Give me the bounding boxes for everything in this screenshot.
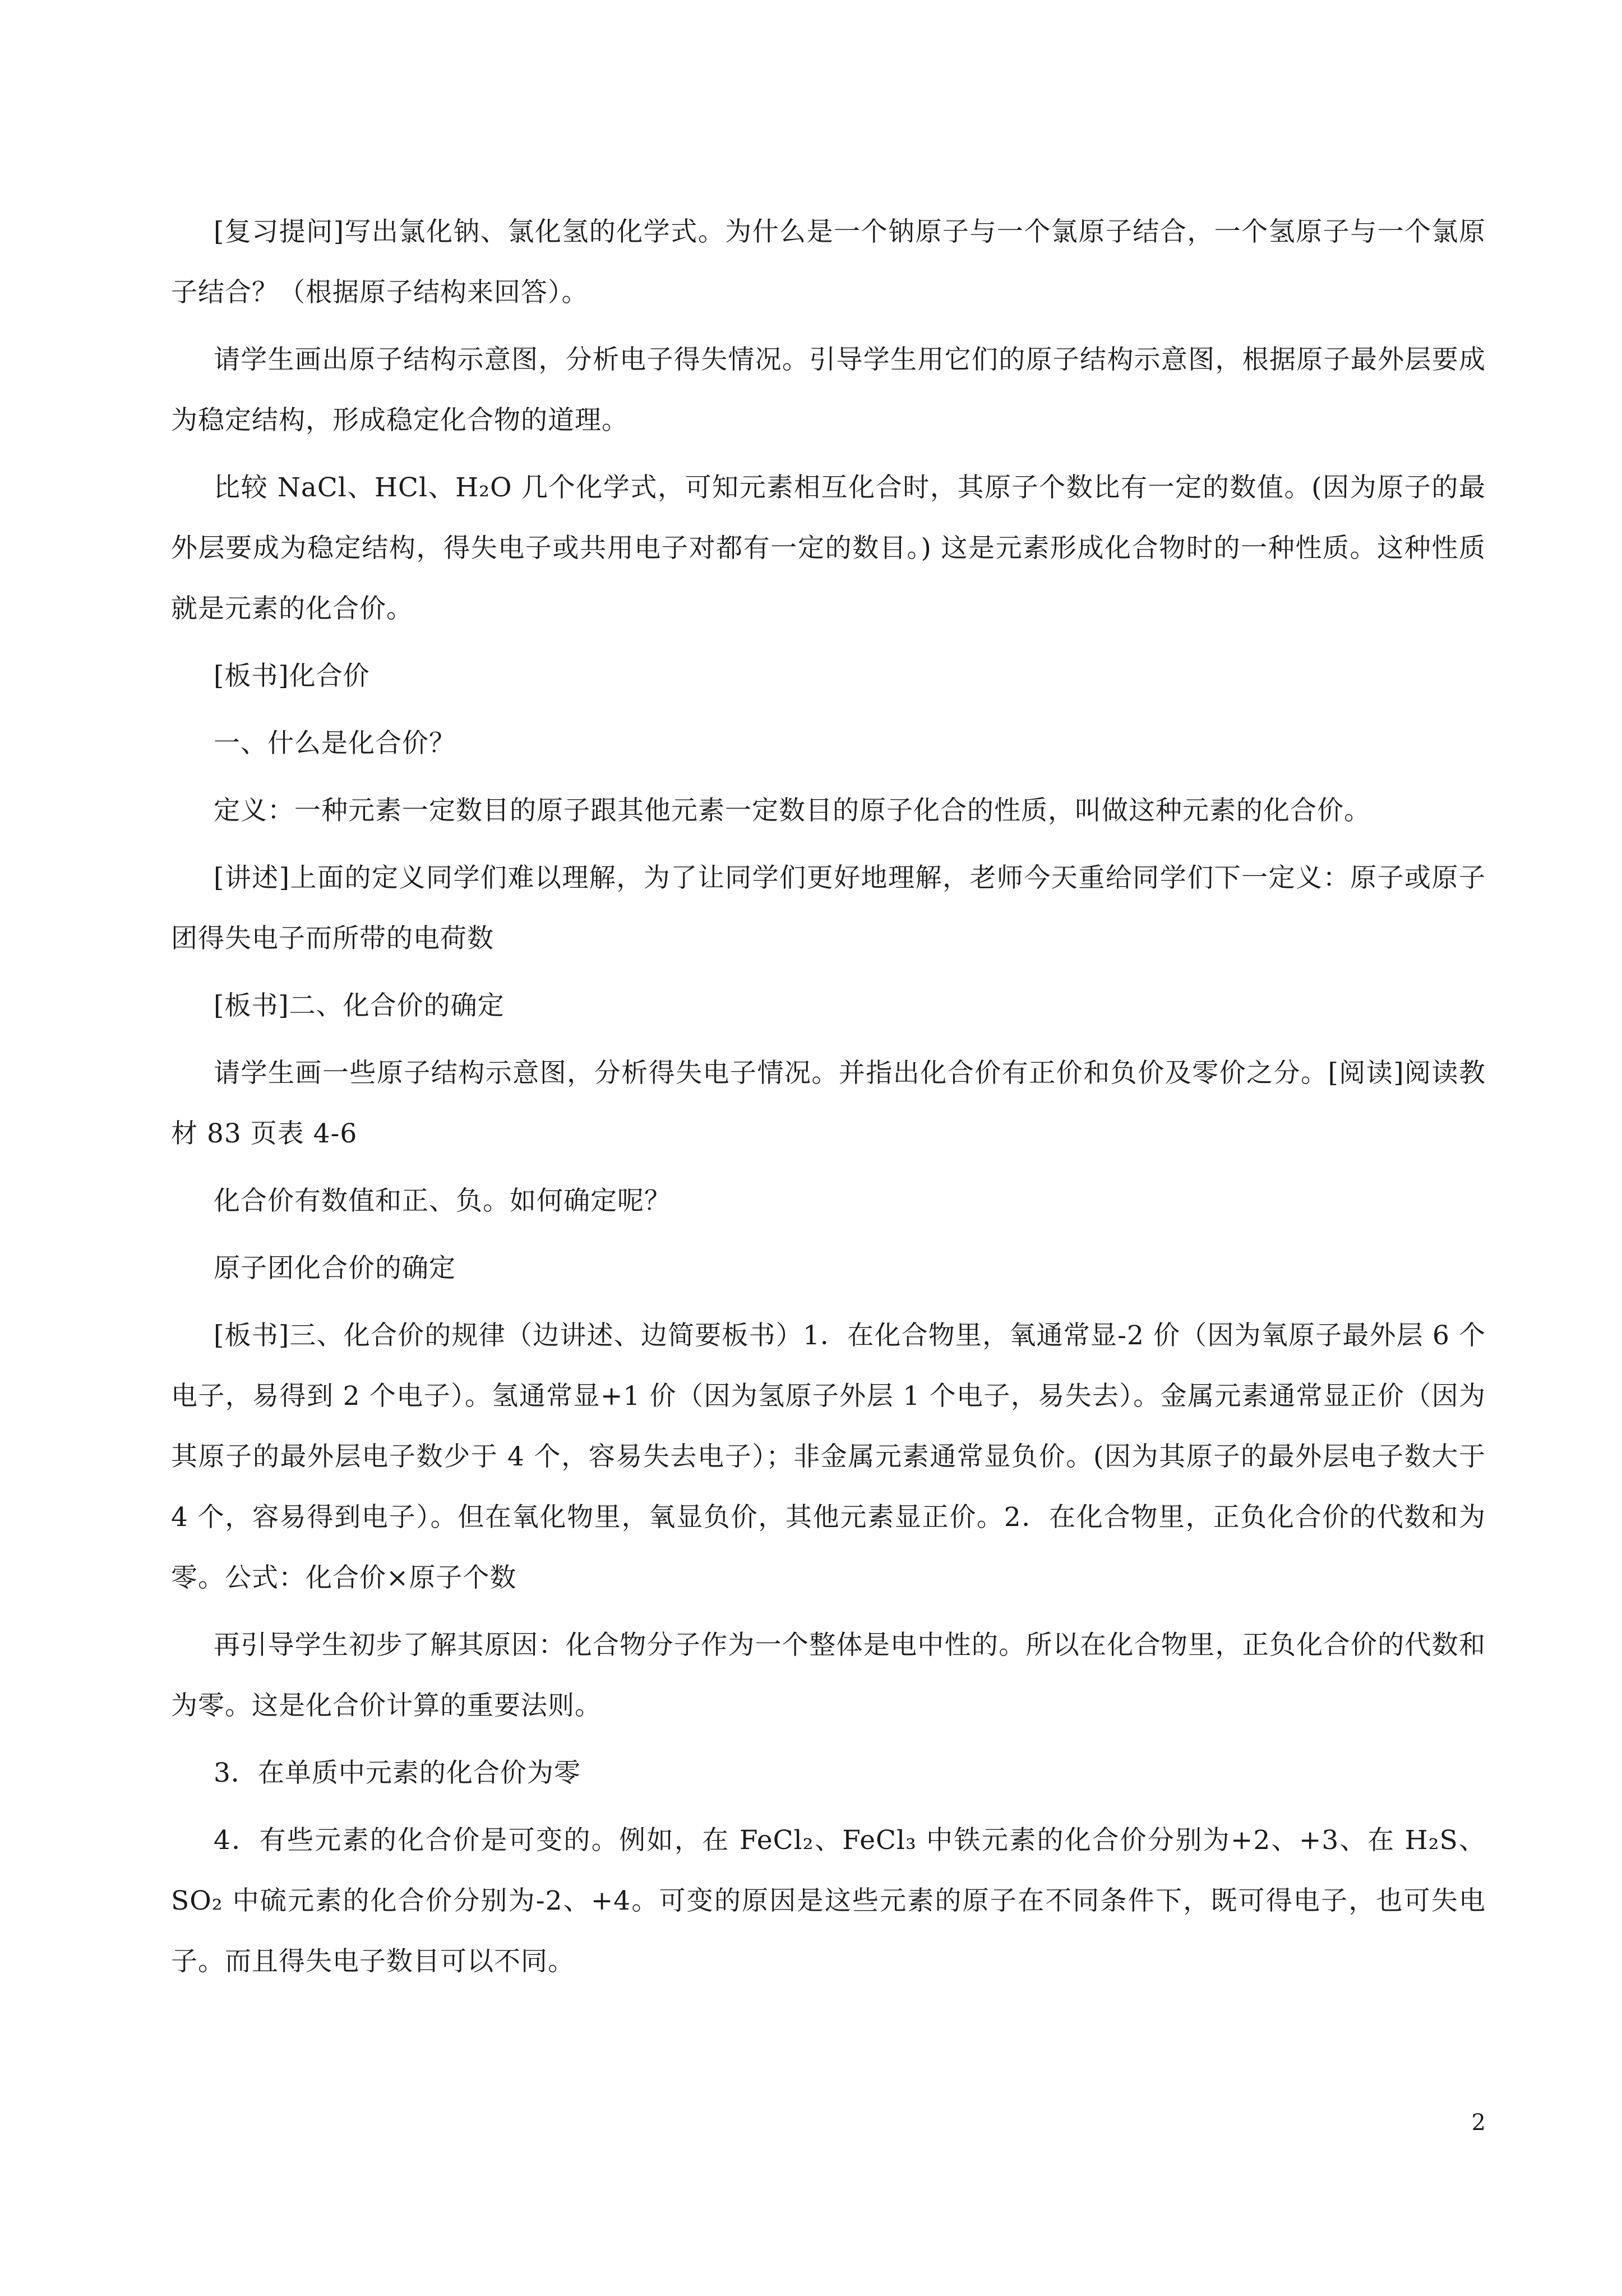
paragraph-compare-formulas: 比较 NaCl、HCl、H₂O 几个化学式，可知元素相互化合时，其原子个数比有一定的数值。(因为原子的最外层要成为稳定结构，得失电子或共用电子对都有一定的数目。) 这是元素形成化合物时的一种性质。这种性质就是元素的化合价。 [171, 472, 1486, 624]
paragraph-rule-3: 3．在单质中元素的化合价为零 [214, 1758, 581, 1788]
heading-what-is-valence: 一、什么是化合价？ [214, 728, 456, 759]
paragraph-reason: 再引导学生初步了解其原因：化合物分子作为一个整体是电中性的。所以在化合物里，正负化合价的代数和为零。这是化合价计算的重要法则。 [171, 1630, 1486, 1721]
paragraph-rule-4: 4．有些元素的化合价是可变的。例如，在 FeCl₂、FeCl₃ 中铁元素的化合价分别为+2、+3、在 H₂S、SO₂ 中硫元素的化合价分别为-2、+4。可变的原因是这些元素的原子在不同条件下，既可得电子，也可失电子。而且得失电子数目可以不同。 [171, 1825, 1486, 1977]
page-number: 2 [1471, 2110, 1486, 2136]
paragraph-review-question: [复习提问]写出氯化钠、氯化氢的化学式。为什么是一个钠原子与一个氯原子结合，一个氢原子与一个氯原子结合？（根据原子结构来回答）。 [171, 216, 1486, 308]
paragraph-draw-diagrams: 请学生画一些原子结构示意图，分析得失电子情况。并指出化合价有正价和负价及零价之分。[阅读]阅读教材 83 页表 4-6 [171, 1058, 1486, 1149]
heading-valence-determination: [板书]二、化合价的确定 [214, 990, 505, 1021]
body-text [171, 202, 1486, 1999]
paragraph-lecture: [讲述]上面的定义同学们难以理解，为了让同学们更好地理解，老师今天重给同学们下一定义：原子或原子团得失电子而所带的电荷数 [171, 863, 1486, 954]
paragraph-definition: 定义：一种元素一定数目的原子跟其他元素一定数目的原子化合的性质，叫做这种元素的化合价。 [214, 795, 1371, 826]
paragraph-board-valence: [板书]化合价 [214, 661, 370, 691]
paragraph-draw-structure: 请学生画出原子结构示意图，分析电子得失情况。引导学生用它们的原子结构示意图，根据原子最外层要成为稳定结构，形成稳定化合物的道理。 [171, 344, 1486, 436]
paragraph-valence-rules: [板书]三、化合价的规律（边讲述、边简要板书）1．在化合物里，氧通常显-2 价（因为氧原子最外层 6 个电子，易得到 2 个电子）。氢通常显+1 价（因为氢原子外层 1 个电子，易失去）。金属元素通常显正价（因为其原子的最外层电子数少于 4 个，容易失去电子）；非金属元素通常显负价。(因为其原子的最外层电子数大于 4 个，容易得到电子）。但在氧化物里，氧显负价，其他元素显正价。2．在化合物里，正负化合价的代数和为零。公式：化合价×原子个数 [171, 1320, 1486, 1593]
paragraph-radical-valence: 原子团化合价的确定 [214, 1253, 456, 1284]
paragraph-how-determine: 化合价有数值和正、负。如何确定呢？ [214, 1186, 671, 1216]
